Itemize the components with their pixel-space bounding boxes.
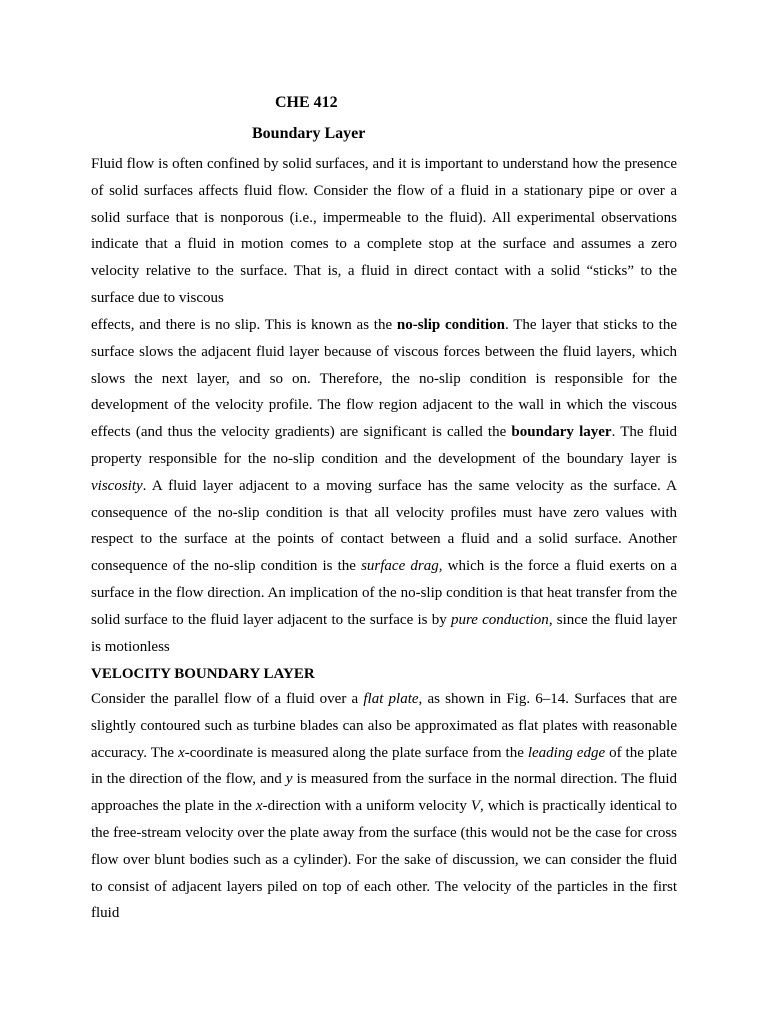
course-code: CHE 412 <box>275 94 338 111</box>
term-surface-drag: surface drag <box>361 558 439 575</box>
section-heading: VELOCITY BOUNDARY LAYER <box>91 666 315 682</box>
term-no-slip-condition: no-slip condition <box>396 317 506 333</box>
term-boundary-layer: boundary layer <box>511 424 612 441</box>
term-leading-edge: leading edge <box>527 744 606 761</box>
term-viscosity: viscosity <box>91 477 143 494</box>
page-title: Boundary Layer <box>252 125 366 142</box>
text-span: , as shown in Fig. 6–14. Surfaces that are slightly contoured such as turbine blades can also be approximated as flat plates with reasonable accuracy. The <box>91 691 678 761</box>
term-v: V <box>470 798 480 815</box>
text-span: -direction with a uniform velocity <box>262 798 471 815</box>
text-span: . The fluid property responsible for the no-slip condition and the development of the boundary layer is <box>91 424 677 467</box>
text-span: , since the fluid layer is motionless <box>91 611 677 655</box>
text-span: -coordinate is measured along the plate surface from the <box>184 744 528 761</box>
term-flat-plate: flat plate <box>363 691 419 707</box>
term-x-direction: x <box>255 798 263 815</box>
text-span: . The layer that sticks to the surface slows the adjacent fluid layer because of viscous forces between the fluid layers, which slows the next layer, and so on. Therefore, the no-slip condition is responsible for the development of the velocity profile. The flow region adjacent to the wall in which the viscous effects (and thus the velocity gradients) are significant is called the <box>91 317 677 441</box>
text-span: effects, and there is no slip. This is known as the <box>91 317 397 333</box>
term-y: y <box>285 771 293 788</box>
paragraph-no-slip <box>91 312 677 660</box>
text-span: Consider the parallel flow of a fluid over a <box>91 691 364 707</box>
paragraph-intro <box>91 151 677 312</box>
text-span: , which is practically identical to the free-stream velocity over the plate away from the surface (this would not be the case for cross flow over blunt bodies such as a cylinder). For the sake of discussion, we can consider the fluid to consist of adjacent layers piled on top of each other. The velocity of the particles in the first fluid <box>91 798 677 922</box>
text-span: is measured from the surface in the normal direction. The fluid approaches the plate in the <box>91 771 678 815</box>
term-pure-conduction: pure conduction <box>450 611 549 628</box>
text-span: , which is the force a fluid exerts on a surface in the flow direction. An implication of the no-slip condition is that heat transfer from the solid surface to the fluid layer adjacent to the surface is by <box>91 558 677 628</box>
paragraph-velocity-boundary-layer <box>91 686 677 927</box>
text-span: . A fluid layer adjacent to a moving surface has the same velocity as the surface. A consequence of the no-slip condition is that all velocity profiles must have zero values with respect to the surface at the points of contact between a fluid and a solid surface. Another consequence of the no-slip condition is the <box>91 477 677 575</box>
text-span: of the plate in the direction of the flow, and <box>91 744 677 788</box>
paragraph-intro-text: Fluid flow is often confined by solid surfaces, and it is important to understand how the presence of solid surfaces affects fluid flow. Consider the flow of a fluid in a stationary pipe or over a solid surface that is nonporous (i.e., impermeable to the fluid). All experimental observations indicate that a fluid in motion comes to a complete stop at the surface and assumes a zero velocity relative to the surface. That is, a fluid in direct contact with a solid “sticks” to the surface due to viscous <box>91 156 677 306</box>
term-x: x <box>178 744 185 761</box>
